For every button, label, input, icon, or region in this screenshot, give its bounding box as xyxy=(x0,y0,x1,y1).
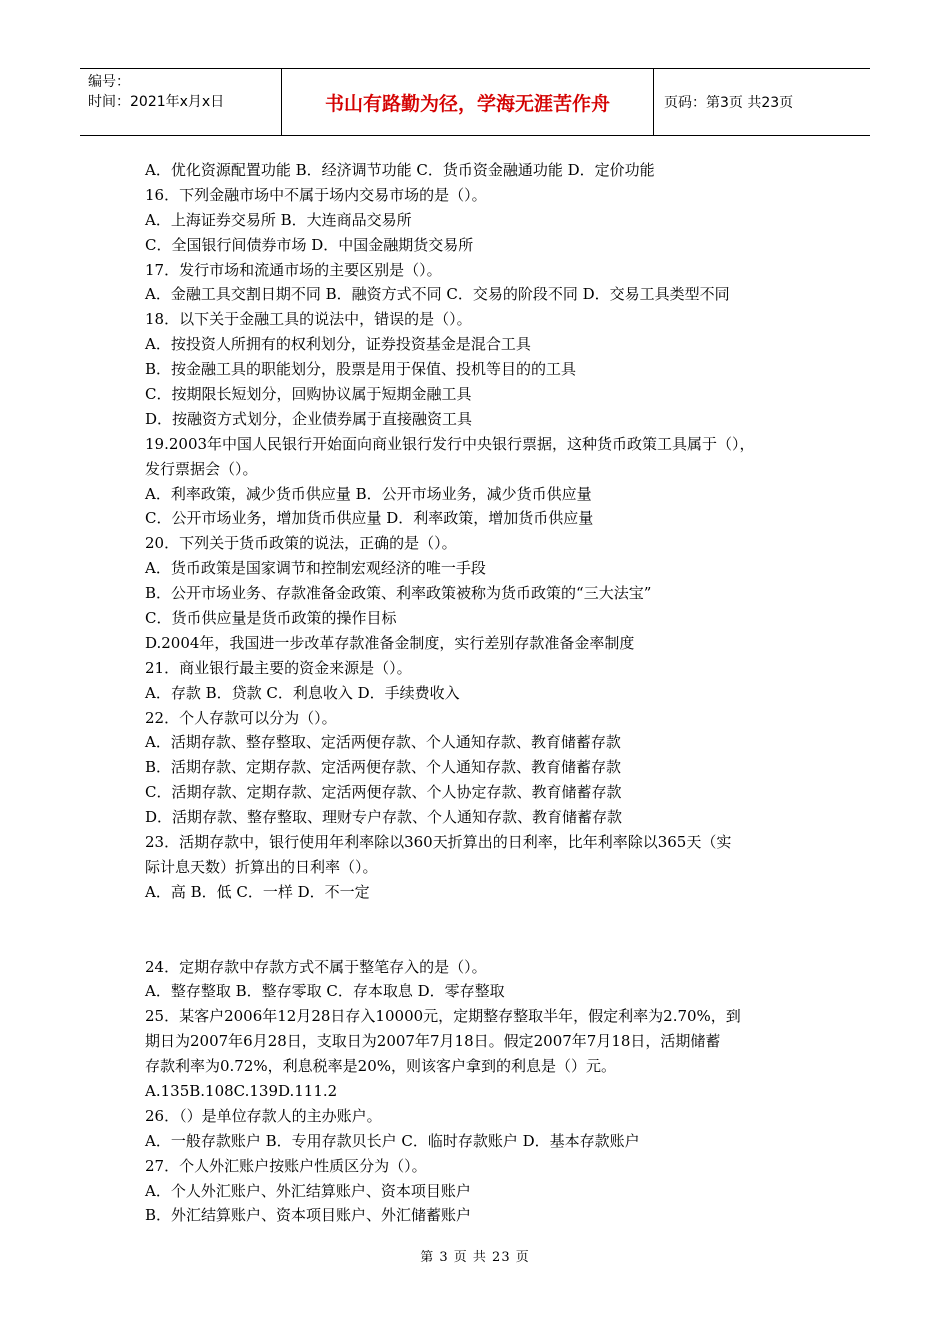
text-line: 21．商业银行最主要的资金来源是（）。 xyxy=(145,658,412,677)
document-body xyxy=(145,158,815,1228)
text-line: A．存款 B．贷款 C．利息收入 D．手续费收入 xyxy=(145,683,460,702)
text-line: 16．下列金融市场中不属于场内交易市场的是（）。 xyxy=(145,185,487,204)
text-line: B．按金融工具的职能划分，股票是用于保值、投机等目的的工具 xyxy=(145,360,577,379)
text-line: 20．下列关于货币政策的说法，正确的是（）。 xyxy=(145,534,457,553)
text-line: A．货币政策是国家调节和控制宏观经济的唯一手段 xyxy=(145,559,486,578)
text-line: D.2004年，我国进一步改革存款准备金制度，实行差别存款准备金率制度 xyxy=(145,633,635,652)
text-line: 17．发行市场和流通市场的主要区别是（）。 xyxy=(145,260,442,279)
text-line: D．活期存款、整存整取、理财专户存款、个人通知存款、教育储蓄存款 xyxy=(145,808,623,827)
header-meta xyxy=(80,69,282,135)
page-header xyxy=(80,68,870,136)
blank-gap xyxy=(145,905,815,955)
text-line: 发行票据会（）。 xyxy=(145,459,258,478)
text-line: 际计息天数）折算出的日利率（）。 xyxy=(145,857,378,876)
text-line: 19.2003年中国人民银行开始面向商业银行发行中央银行票据，这种货币政策工具属于（）， xyxy=(145,434,755,453)
text-line: C．按期限长短划分，回购协议属于短期金融工具 xyxy=(145,385,472,404)
text-line: A．个人外汇账户、外汇结算账户、资本项目账户 xyxy=(145,1181,471,1200)
text-line: A．按投资人所拥有的权利划分，证券投资基金是混合工具 xyxy=(145,335,531,354)
text-line: B．公开市场业务、存款准备金政策、利率政策被称为货币政策的“三大法宝” xyxy=(145,584,652,603)
text-line: A.135B.108C.139D.111.2 xyxy=(145,1081,338,1100)
text-line: C．活期存款、定期存款、定活两便存款、个人协定存款、教育储蓄存款 xyxy=(145,783,622,802)
text-line: A．活期存款、整存整取、定活两便存款、个人通知存款、教育储蓄存款 xyxy=(145,733,621,752)
text-line: 24．定期存款中存款方式不属于整笔存入的是（）。 xyxy=(145,957,487,976)
text-line: A．利率政策，减少货币供应量 B．公开市场业务，减少货币供应量 xyxy=(145,484,592,503)
text-line: 25．某客户2006年12月28日存入10000元，定期整存整取半年，假定利率为2.70%，到 xyxy=(145,1007,741,1026)
header-motto: 书山有路勤为径，学海无涯苦作舟 xyxy=(282,69,654,135)
question-block-top xyxy=(145,158,815,905)
document-number-label: 编号： xyxy=(88,74,130,90)
text-line: A．上海证券交易所 B．大连商品交易所 xyxy=(145,210,412,229)
page-footer: 第 3 页 共 23 页 xyxy=(420,1250,530,1265)
text-line: 26．（）是单位存款人的主办账户。 xyxy=(145,1106,382,1125)
text-line: A．高 B．低 C．一样 D．不一定 xyxy=(145,882,370,901)
header-page-label: 页码：第3页 共23页 xyxy=(664,95,794,111)
text-line: B．外汇结算账户、资本项目账户、外汇储蓄账户 xyxy=(145,1206,472,1225)
text-line: C．货币供应量是货币政策的操作目标 xyxy=(145,609,397,628)
text-line: 23．活期存款中，银行使用年利率除以360天折算出的日利率，比年利率除以365天（实 xyxy=(145,833,732,852)
text-line: A．一般存款账户 B．专用存款贝长户 C．临时存款账户 D．基本存款账户 xyxy=(145,1131,640,1150)
text-line: A．优化资源配置功能 B．经济调节功能 C．货币资金融通功能 D．定价功能 xyxy=(145,161,655,179)
text-line: 期日为2007年6月28日，支取日为2007年7月18日。假定2007年7月18日，活期储蓄 xyxy=(145,1032,721,1051)
text-line: A．整存整取 B．整存零取 C．存本取息 D．零存整取 xyxy=(145,982,505,1001)
text-line: 22．个人存款可以分为（）。 xyxy=(145,708,337,727)
question-block-bottom xyxy=(145,955,815,1229)
text-line: 存款利率为0.72%，利息税率是20%，则该客户拿到的利息是（）元。 xyxy=(145,1057,616,1076)
text-line: B．活期存款、定期存款、定活两便存款、个人通知存款、教育储蓄存款 xyxy=(145,758,622,777)
text-line: C．全国银行间债券市场 D．中国金融期货交易所 xyxy=(145,235,474,254)
text-line: 27．个人外汇账户按账户性质区分为（）。 xyxy=(145,1156,427,1175)
text-line: 18．以下关于金融工具的说法中，错误的是（）。 xyxy=(145,310,472,329)
document-date-label: 时间：2021年x月x日 xyxy=(88,94,225,110)
text-line: A．金融工具交割日期不同 B．融资方式不同 C．交易的阶段不同 D．交易工具类型不同 xyxy=(145,285,730,304)
text-line: C．公开市场业务，增加货币供应量 D．利率政策，增加货币供应量 xyxy=(145,509,594,528)
text-line: D．按融资方式划分，企业债券属于直接融资工具 xyxy=(145,409,473,428)
